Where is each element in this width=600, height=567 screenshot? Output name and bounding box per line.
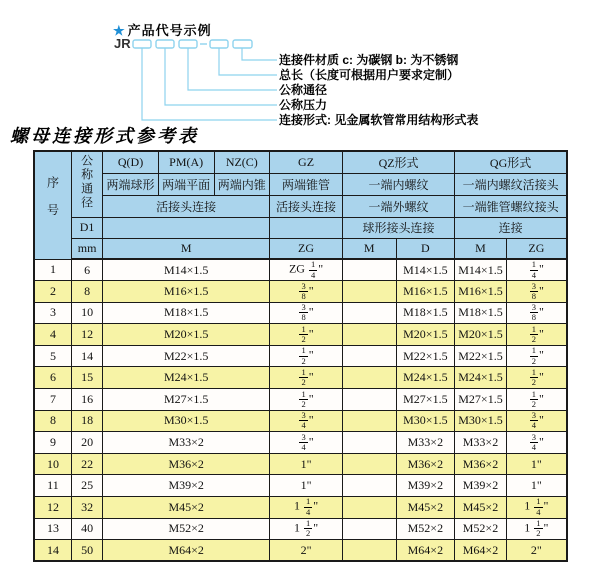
table-row: [34, 432, 567, 454]
cell-gz: 1": [270, 475, 343, 497]
header-qg-desc2: 一端锥管螺纹接头: [455, 195, 567, 217]
cell-qg-m: M39×2: [455, 475, 507, 497]
cell-qg-m: M27×1.5: [455, 389, 507, 411]
header-qg-connection: 连接: [455, 217, 567, 238]
code-box-2: [156, 40, 174, 48]
cell-qg-m: M20×1.5: [455, 324, 507, 346]
header-q-desc: 两端球形: [103, 173, 159, 195]
cell-qg-m: M14×1.5: [455, 259, 507, 281]
cell-qz-m: [342, 389, 396, 411]
cell-qg-m: M33×2: [455, 432, 507, 454]
cell-qg-m: M52×2: [455, 518, 507, 540]
table-row: [34, 475, 567, 497]
cell-qz-d: M27×1.5: [396, 389, 455, 411]
cell-qg-zg: $\frac{3}{4}$ ": [506, 432, 567, 454]
cell-qg-m: M18×1.5: [455, 302, 507, 324]
table-row: [34, 324, 567, 346]
header-col-nz: NZ(C): [214, 151, 270, 173]
cell-qg-m: M30×1.5: [455, 410, 507, 432]
cell-qz-d: M64×2: [396, 540, 455, 562]
cell-qg-zg: $\frac{1}{2}$ ": [506, 345, 567, 367]
cell-dn: 50: [71, 540, 102, 562]
header-pm-desc: 两端平面: [158, 173, 214, 195]
cell-thread-m: M52×2: [103, 518, 270, 540]
header-mm: mm: [71, 238, 102, 259]
cell-qg-zg: $\frac{3}{8}$ ": [506, 281, 567, 303]
cell-qg-m: M64×2: [455, 540, 507, 562]
cell-qz-d: M52×2: [396, 518, 455, 540]
header-zg: ZG: [270, 238, 343, 259]
cell-thread-m: M27×1.5: [103, 389, 270, 411]
product-code-heading-text: 产品代号示例: [127, 23, 212, 38]
cell-qz-m: [342, 453, 396, 475]
label-length: 总长（长度可根据用户要求定制）: [279, 68, 460, 82]
cell-qz-m: [342, 367, 396, 389]
header-d1: D1: [71, 217, 102, 238]
cell-no: 9: [34, 432, 71, 454]
cell-qg-m: M24×1.5: [455, 367, 507, 389]
product-code-prefix: JR: [114, 36, 131, 51]
cell-dn: 40: [71, 518, 102, 540]
cell-dn: 14: [71, 345, 102, 367]
code-box-1: [133, 40, 151, 48]
cell-gz: ZG $\frac{1}{4}$ ": [270, 259, 343, 281]
cell-no: 2: [34, 281, 71, 303]
cell-dn: 18: [71, 410, 102, 432]
cell-qz-m: [342, 324, 396, 346]
table-row: [34, 497, 567, 519]
cell-qz-m: [342, 410, 396, 432]
cell-no: 6: [34, 367, 71, 389]
cell-gz: $\frac{3}{8}$ ": [270, 281, 343, 303]
cell-qz-m: [342, 259, 396, 281]
cell-qz-d: M14×1.5: [396, 259, 455, 281]
cell-gz: $\frac{1}{2}$ ": [270, 324, 343, 346]
cell-dn: 8: [71, 281, 102, 303]
code-box-5: [233, 40, 252, 48]
header-qz-m: M: [342, 238, 396, 259]
cell-qg-zg: 1": [506, 453, 567, 475]
cell-dn: 16: [71, 389, 102, 411]
table-row: [34, 389, 567, 411]
cell-no: 10: [34, 453, 71, 475]
cell-no: 3: [34, 302, 71, 324]
cell-thread-m: M14×1.5: [103, 259, 270, 281]
leader-line-material: [242, 48, 277, 60]
cell-gz: 1 $\frac{1}{4}$ ": [270, 497, 343, 519]
cell-qz-d: M16×1.5: [396, 281, 455, 303]
label-pressure: 公称压力: [279, 98, 328, 112]
cell-thread-m: M39×2: [103, 475, 270, 497]
cell-gz: 1": [270, 453, 343, 475]
cell-gz: $\frac{1}{2}$ ": [270, 389, 343, 411]
label-material: 连接件材质 c: 为碳钢 b: 为不锈钢: [279, 53, 459, 67]
cell-no: 13: [34, 518, 71, 540]
cell-thread-m: M45×2: [103, 497, 270, 519]
cell-dn: 6: [71, 259, 102, 281]
table-row: [34, 453, 567, 475]
header-col-qz: QZ形式: [342, 151, 454, 173]
header-qz-desc2: 一端外螺纹: [342, 195, 454, 217]
cell-qz-m: [342, 475, 396, 497]
cell-thread-m: M30×1.5: [103, 410, 270, 432]
cell-no: 4: [34, 324, 71, 346]
cell-qz-m: [342, 302, 396, 324]
cell-thread-m: M18×1.5: [103, 302, 270, 324]
leader-line-length: [219, 48, 277, 75]
header-union-connection: 活接头连接: [103, 195, 270, 217]
cell-qg-m: M16×1.5: [455, 281, 507, 303]
leader-line-connection: [142, 48, 277, 120]
cell-qz-d: M30×1.5: [396, 410, 455, 432]
cell-qz-d: M24×1.5: [396, 367, 455, 389]
table-header: [34, 151, 567, 259]
cell-qg-zg: 1": [506, 475, 567, 497]
label-connection: 连接形式: 见金属软管常用结构形式表: [279, 113, 479, 127]
cell-dn: 15: [71, 367, 102, 389]
cell-qz-d: M18×1.5: [396, 302, 455, 324]
header-gz-connection: 活接头连接: [270, 195, 343, 217]
cell-no: 5: [34, 345, 71, 367]
table-title: 螺母连接形式参考表: [10, 126, 199, 147]
cell-qg-m: M45×2: [455, 497, 507, 519]
cell-qz-m: [342, 345, 396, 367]
cell-dn: 32: [71, 497, 102, 519]
cell-qz-d: M45×2: [396, 497, 455, 519]
header-nz-desc: 两端内锥: [214, 173, 270, 195]
table-row: [34, 540, 567, 562]
nut-connection-table: [33, 150, 568, 562]
table-row: [34, 367, 567, 389]
cell-no: 12: [34, 497, 71, 519]
cell-dn: 22: [71, 453, 102, 475]
table-row: [34, 518, 567, 540]
label-diameter: 公称通径: [279, 83, 328, 97]
cell-qg-zg: $\frac{1}{2}$ ": [506, 324, 567, 346]
header-serial: 序号: [34, 151, 71, 259]
leader-line-pressure: [165, 48, 277, 105]
cell-no: 7: [34, 389, 71, 411]
cell-thread-m: M33×2: [103, 432, 270, 454]
cell-qz-d: M39×2: [396, 475, 455, 497]
star-icon: ★: [113, 23, 126, 38]
cell-thread-m: M64×2: [103, 540, 270, 562]
table-row: [34, 345, 567, 367]
code-box-3: [179, 40, 197, 48]
cell-gz: $\frac{1}{2}$ ": [270, 367, 343, 389]
header-col-qg: QG形式: [455, 151, 567, 173]
header-qg-desc1: 一端内螺纹活接头: [455, 173, 567, 195]
cell-gz: $\frac{3}{4}$ ": [270, 410, 343, 432]
header-qz-d: D: [396, 238, 455, 259]
cell-qg-zg: $\frac{3}{4}$ ": [506, 410, 567, 432]
cell-qz-d: M20×1.5: [396, 324, 455, 346]
cell-qz-m: [342, 281, 396, 303]
cell-thread-m: M20×1.5: [103, 324, 270, 346]
cell-qg-zg: $\frac{1}{2}$ ": [506, 367, 567, 389]
header-m: M: [103, 238, 270, 259]
cell-thread-m: M22×1.5: [103, 345, 270, 367]
header-blank-1: [103, 217, 270, 238]
header-gz-desc: 两端锥管: [270, 173, 343, 195]
cell-dn: 25: [71, 475, 102, 497]
cell-dn: 20: [71, 432, 102, 454]
cell-dn: 12: [71, 324, 102, 346]
header-qg-zg: ZG: [506, 238, 567, 259]
cell-gz: $\frac{3}{4}$ ": [270, 432, 343, 454]
cell-no: 14: [34, 540, 71, 562]
cell-thread-m: M36×2: [103, 453, 270, 475]
cell-no: 11: [34, 475, 71, 497]
cell-qz-m: [342, 518, 396, 540]
leader-line-diameter: [188, 48, 277, 90]
cell-qg-zg: $\frac{3}{8}$ ": [506, 302, 567, 324]
header-qg-m: M: [455, 238, 507, 259]
cell-qg-zg: $\frac{1}{2}$ ": [506, 389, 567, 411]
cell-qz-m: [342, 432, 396, 454]
cell-no: 1: [34, 259, 71, 281]
cell-gz: $\frac{1}{2}$ ": [270, 345, 343, 367]
header-nominal-diameter: 公称通径: [71, 151, 102, 217]
cell-qg-zg: 1 $\frac{1}{2}$ ": [506, 518, 567, 540]
cell-qg-zg: 1 $\frac{1}{4}$ ": [506, 497, 567, 519]
cell-qz-m: [342, 540, 396, 562]
cell-qz-d: M36×2: [396, 453, 455, 475]
cell-gz: $\frac{3}{8}$ ": [270, 302, 343, 324]
header-blank-2: [270, 217, 343, 238]
table-row: [34, 259, 567, 281]
cell-qg-m: M22×1.5: [455, 345, 507, 367]
cell-qz-m: [342, 497, 396, 519]
cell-dn: 10: [71, 302, 102, 324]
cell-qg-m: M36×2: [455, 453, 507, 475]
table-row: [34, 281, 567, 303]
header-col-gz: GZ: [270, 151, 343, 173]
table-body: [34, 259, 567, 561]
cell-qg-zg: 2": [506, 540, 567, 562]
cell-qg-zg: $\frac{1}{4}$ ": [506, 259, 567, 281]
header-col-pm: PM(A): [158, 151, 214, 173]
code-box-4: [210, 40, 228, 48]
table-row: [34, 302, 567, 324]
header-qz-connection: 球形接头连接: [342, 217, 454, 238]
header-col-q: Q(D): [103, 151, 159, 173]
table-row: [34, 410, 567, 432]
cell-no: 8: [34, 410, 71, 432]
cell-thread-m: M24×1.5: [103, 367, 270, 389]
cell-gz: 2": [270, 540, 343, 562]
cell-qz-d: M33×2: [396, 432, 455, 454]
header-qz-desc1: 一端内螺纹: [342, 173, 454, 195]
cell-qz-d: M22×1.5: [396, 345, 455, 367]
cell-gz: 1 $\frac{1}{2}$ ": [270, 518, 343, 540]
cell-thread-m: M16×1.5: [103, 281, 270, 303]
